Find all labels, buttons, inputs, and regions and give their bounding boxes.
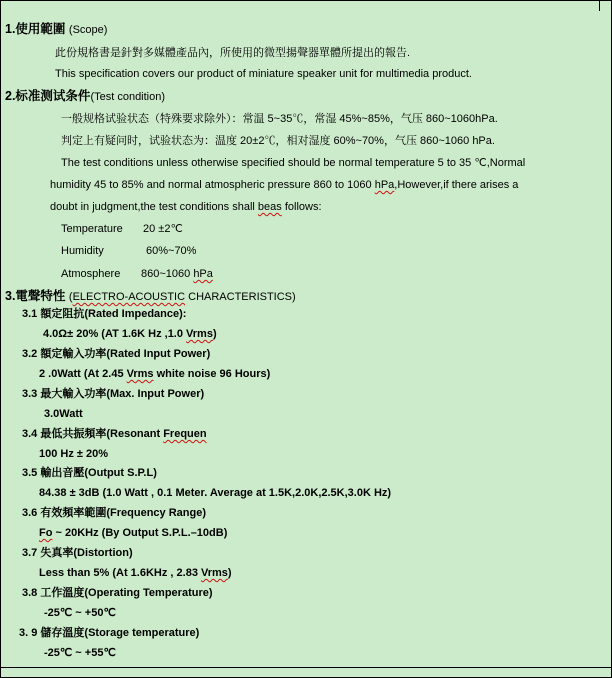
scope-zh-text: 此份規格書是針對多媒體產品內，所使用的微型揚聲器單體所提出的報告. bbox=[55, 47, 411, 59]
section-scope-heading bbox=[5, 21, 107, 38]
spec-3-7-label: 3.7 失真率(Distortion) bbox=[22, 547, 133, 559]
test-en-line-2-a: humidity 45 to 85% and normal atmospheric pressure 860 to 1060 bbox=[50, 179, 375, 191]
atmosphere-value-unit: hPa bbox=[193, 268, 213, 280]
humidity-label: Humidity bbox=[61, 245, 104, 257]
section-scope-title-en: (Scope) bbox=[68, 24, 108, 36]
spec-3-9-label: 3. 9 儲存溫度(Storage temperature) bbox=[19, 627, 200, 639]
spec-3-6-value: Fo ~ 20KHz (By Output S.P.L.–10dB) bbox=[39, 527, 228, 539]
spec-3-5-value: 84.38 ± 3dB (1.0 Watt , 0.1 Meter. Average at 1.5K,2.0K,2.5K,3.0K Hz) bbox=[39, 487, 392, 499]
section-test-heading bbox=[5, 88, 165, 105]
section-electro-title-en: (ELECTRO-ACOUSTIC CHARACTERISTICS) bbox=[68, 291, 296, 303]
test-en-line-2-unit: hPa bbox=[374, 179, 395, 191]
test-en-line-2-c: ,However,if there arises a bbox=[394, 179, 519, 191]
spec-3-8-value: -25℃ ~ +50℃ bbox=[44, 607, 116, 619]
spec-3-5-label: 3.5 輸出音壓(Output S.P.L) bbox=[22, 467, 157, 479]
spec-3-6-label: 3.6 有效頻率範圍(Frequency Range) bbox=[22, 507, 206, 519]
atmosphere-label: Atmosphere bbox=[61, 268, 121, 280]
humidity-value: 60%~70% bbox=[146, 245, 197, 257]
atmosphere-value bbox=[141, 267, 213, 281]
temperature-value: 20 ±2℃ bbox=[143, 223, 183, 235]
atmosphere-value-range: 860~1060 bbox=[141, 268, 194, 280]
spec-3-3-label: 3.3 最大輸入功率(Max. Input Power) bbox=[22, 388, 205, 400]
test-en-line-1: The test conditions unless otherwise specified should be normal temperature 5 to 35 ℃,Normal bbox=[61, 157, 526, 169]
scope-en-text: This specification covers our product of miniature speaker unit for multimedia product. bbox=[55, 68, 472, 80]
section-electro-title: 3.電聲特性 bbox=[5, 289, 66, 303]
section-electro-heading bbox=[5, 288, 296, 305]
spec-3-7-value: Less than 5% (At 1.6KHz , 2.83 Vrms) bbox=[39, 567, 232, 579]
spec-3-4-value: 100 Hz ± 20% bbox=[39, 448, 109, 460]
test-zh-line-2: 判定上有疑问时，试验状态为：温度 20±2℃，相对湿度 60%~70%，气压 860~1060 hPa. bbox=[61, 135, 495, 147]
spec-3-1-value: 4.0Ω± 20% (AT 1.6K Hz ,1.0 Vrms) bbox=[43, 328, 217, 340]
test-en-line-3-c: follows: bbox=[281, 201, 322, 213]
test-en-line-3-word: beas bbox=[257, 201, 282, 213]
temperature-label: Temperature bbox=[61, 223, 123, 235]
test-zh-line-1: 一般规格试验状态（特殊要求除外）：常温 5~35℃，常湿 45%~85%，气压 860~1060hPa. bbox=[61, 113, 498, 125]
section-test-title: 2.标准测试条件 bbox=[5, 89, 91, 103]
spec-3-3-value: 3.0Watt bbox=[44, 408, 83, 420]
spec-3-1-label: 3.1 額定阻抗(Rated Impedance): bbox=[22, 308, 187, 320]
spec-3-9-value: -25℃ ~ +55℃ bbox=[44, 647, 116, 659]
spec-3-4-label: 3.4 最低共振頻率(Resonant Frequen bbox=[22, 428, 207, 440]
section-scope-title: 1.使用範圍 bbox=[5, 22, 66, 36]
test-en-line-2 bbox=[50, 178, 518, 192]
test-en-line-3-a: doubt in judgment,the test conditions shall bbox=[50, 201, 258, 213]
spec-3-2-value: 2 .0Watt (At 2.45 Vrms white noise 96 Hours) bbox=[39, 368, 271, 380]
bottom-rule bbox=[1, 667, 611, 668]
test-en-line-3 bbox=[50, 200, 322, 214]
spec-3-2-label: 3.2 額定輸入功率(Rated Input Power) bbox=[22, 348, 211, 360]
spec-3-8-label: 3.8 工作溫度(Operating Temperature) bbox=[22, 587, 213, 599]
cell-divider bbox=[599, 1, 600, 11]
section-test-title-en: (Test condition) bbox=[90, 91, 166, 103]
